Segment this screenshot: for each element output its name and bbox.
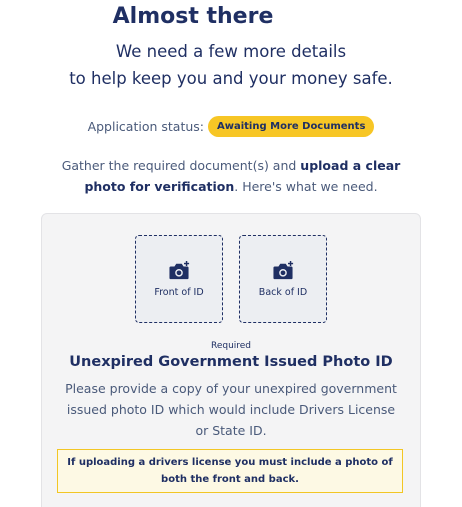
status-label: Application status: [87, 119, 204, 134]
subtitle-line-2: to help keep you and your money safe. [69, 69, 393, 88]
upload-front-label: Front of ID [154, 286, 204, 298]
instructions-part-2: . Here's what we need. [234, 179, 378, 194]
document-description: Please provide a copy of your unexpired government issued photo ID which would include Drivers License or State ID. [65, 381, 397, 438]
instructions-text [40, 155, 422, 197]
instructions-bold: upload a clear photo for verification [84, 158, 401, 194]
camera-plus-icon [272, 261, 294, 281]
camera-plus-icon [168, 261, 190, 281]
document-title: Unexpired Government Issued Photo ID [69, 354, 393, 370]
drivers-license-note: If uploading a drivers license you must include a photo of both the front and back. [57, 449, 403, 493]
required-label: Required [210, 341, 252, 351]
document-card [41, 213, 421, 507]
instructions-part-1: Gather the required document(s) and [61, 158, 301, 173]
upload-front-of-id-button[interactable] [135, 235, 223, 323]
application-status [0, 116, 462, 137]
subtitle-line-1: We need a few more details [115, 42, 347, 61]
upload-back-label: Back of ID [258, 286, 308, 298]
status-badge: Awaiting More Documents [208, 116, 374, 137]
page-title: Almost there [112, 4, 274, 29]
upload-back-of-id-button[interactable] [239, 235, 327, 323]
